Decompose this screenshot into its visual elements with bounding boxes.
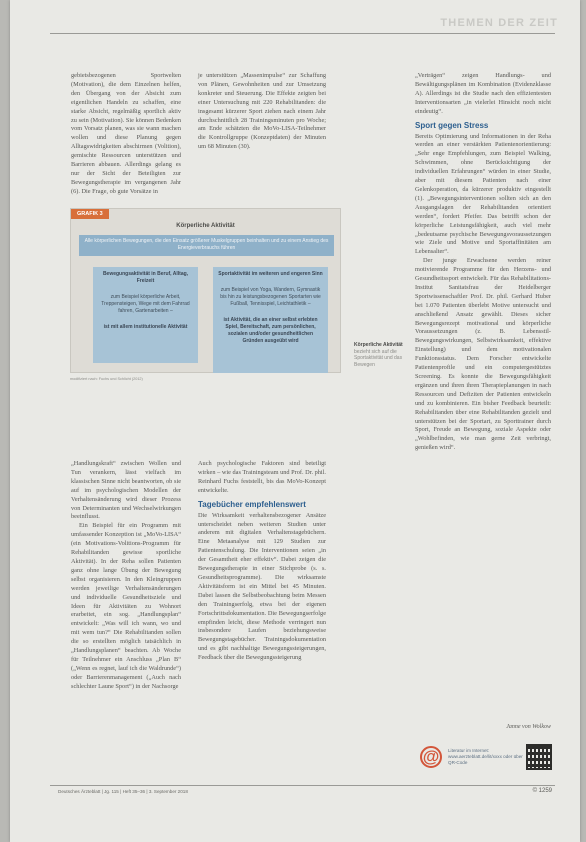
- header-rule: [50, 33, 555, 34]
- qr-code-icon[interactable]: [526, 744, 552, 770]
- footer-rule: [50, 785, 555, 786]
- paragraph: „Handlungskraft“ zwischen Wollen und Tun verankern, lässt vielfach im klassischen Sinne nicht beantworten, ob sie auf im psychologischen Modellen der Verhaltensänderung wird dieser Prozess von Determinanten und Wechselwirkungen beeinflusst.: [71, 460, 181, 521]
- figure-caption: modifiziert nach: Fuchs und Schlicht (2012): [70, 377, 143, 381]
- author-name: Janne von Wolkow: [506, 724, 551, 730]
- right-box-examples: zum Beispiel von Yoga, Wandern, Gymnastik bis hin zu leistungsbezogenen Sportarten wie Fußball, Tennisspiel, Leichtathletik –: [220, 287, 321, 307]
- paragraph: Auch psychologische Faktoren sind beteiligt wirken – wie das Trainingsteam und Prof. Dr. phil. Reinhard Fuchs feststellt, bis das MoVo-Konzept entwickelte.: [198, 460, 326, 494]
- paragraph: je unterstützen „Massenimpulse“ zur Schaffung von Plänen, Gewohnheiten und zur Umsetzung konkreter und Steuerung. Die Effekte zeigten bei einer Untersuchung mit 220 Rehabilitanden: die insgesamt kürzerer Sport ziehen nach einem Jahr durchschnittlich 28 Trainingsminuten pro Woche; am Ende schätzten die MoVo-LISA-Teilnehmer die Kontrollgruppe (Konzeptdaten) der Minuten um 68 Minuten (30).: [198, 72, 326, 151]
- figure-label: GRAFIK 3: [71, 209, 109, 219]
- paragraph: Ein Beispiel für ein Programm mit umfassender Konzeption ist „MoVo-LISA“ (ein Motivations-Volitions-Programm für Rehabilitanden gewisse sportliche Aktivität). In der Reha sollen Patienten ganz ohne lange Übung der Bewegung selbst organisieren. In den Kleingruppen werden jeweilige Verhaltensänderungen und individuelle Gesundheitsziele und Ideen für Aktivitäten zu Wohnort erarbeitet, ein sog. „Handlungsplan“ entwickelt: „Was will ich wann, wo und mit wem tun?“ Die Rehabilitanden sollen die so erstellten möglich tatsächlich in „Handlungsplanen“ beachten. Ab Woche für Teilnehmer ein Anschluss „Plan B“ („Wenn es regnet, lauf ich die Waldrunde“) oder Barrierenmanagement („Auch nach schlechter Laune Sport“) in der Nachsorge: [71, 522, 181, 690]
- subheading-stress: Sport gegen Stress: [415, 120, 489, 130]
- section-title: THEMEN DER ZEIT: [440, 17, 558, 29]
- paragraph: Der junge Erwachsene werden reiner motivierende Programme für den Herzens- und Gesundheitssport entwickelt. Für das Rehabilitations-Institut Sanitatsfrau der Heidelberger Sportwissenschaftler Prof. Dr. phil. Gerhard Huber bei 1.070 Patienten überlebt Motive untersucht und anschließend Ansatz gewählt. Dieses sicher Bewegungsrezept motivational und körperliche Voraussetzungen (z. B. Lebensstil-Bewegungswirkungen, Selbstwirksamkeit, effektive Einstellung) und dem motivationalen Funktionsstatus. Dem Forscher entwickelte Patientenprofile und ein computergestütztes Screening. Es konnte die Bewegungsfähigkeit ergänzen und ihren ihren Therapieplanungen in nach Ressourcen und Defiziten der Patienten entwickeln und zu kombinieren. Ein bisher Feedback beurteilt: Rehabilitanden über eine Rehabilitanden gezielt und unterstützen bei der Sportart, zu Sporttrainer durch Sport, Freude an Bewegung, soziale Aspekte oder „Wohlbefinden, wie man gerne Zeit verbringt, genießen wird“.: [415, 257, 551, 452]
- literature-link-text[interactable]: Literatur im Internet: www.aerzteblatt.de/lit/xxxx oder über QR-Code: [448, 748, 523, 765]
- left-box-note: ist mit allem institutionelle Aktivität: [103, 324, 188, 330]
- subheading-diaries: Tagebücher empfehlenswert: [198, 499, 306, 509]
- column-2-bottom: [198, 460, 326, 663]
- figure-definition-box: Alle körperlichen Bewegungen, die den Einsatz größerer Muskelgruppen beinhalten und zu einem Anstieg des Energieverbrauchs führen: [79, 235, 334, 256]
- figure-right-box: [213, 267, 328, 373]
- left-box-examples: zum Beispiel körperliche Arbeit, Treppensteigen, Wege mit dem Fahrrad fahren, Gartenarbeiten –: [101, 294, 190, 314]
- article-page: [10, 0, 580, 842]
- paragraph: gebietsbezogenen Sportwelten (Motivation), die dem Einzelnen helfen, den Übergang von der Absicht zum eigentlichen Handeln zu schaffen, eine starke Absicht, regelmäßig sportlich aktiv zu sein (Motivation). Sie können Bedenken vom Vorsatz planen, was sie wann machen wollen und diese Planung gegen Alltagswidrigkeiten abschirmen (Volition), gemischte Ressourcen unterstützen und Barrieren abbauen. Allerdings gelang es nur der Sicht der Beteiligten zur Bewegungstherapie im vergangenen Jahr (6). Die Frage, ob gute Vorsätze in: [71, 72, 181, 195]
- column-1-bottom: [71, 460, 181, 692]
- side-caption: [354, 342, 408, 368]
- right-box-heading: Sportaktivität im weiteren und engeren Sinn: [218, 271, 323, 277]
- right-box-note: ist Aktivität, die an einer selbst erlebten Spiel, Bereitschaft, zum persönlichen, sozialen und/oder gesundheitlichen Gründen ausgeübt wird: [223, 317, 318, 344]
- paragraph: Bereits Optimierung und Informationen in der Reha werden an einer verstärkten Patientenorientierung: „Sehr enge Empfehlungen, zum Beispiel Walking, Schwimmen, ohne Berücksichtigung der individuellen Erfahrungen“ würden in einer Studie, aber mit diesem Patienten nach einer Gelenkoperation, da kürzerer produktiv eingestellt (1). „Bewegungsinterventionen sollten sich an den Ausgangslagen der Rehabilitanden orientiert werden“, fordert Pfeifer. Das betrifft schon der körperliche Leistungsfähigkeit, auch viel mehr „bedeutsame psychische Bewegungsvoraussetzungen wie Ziele und Motive und Sportaffinitäten am Lebensalter“.: [415, 132, 551, 256]
- paragraph: „Verträgen“ zeigen Handlungs- und Bewältigungsplänen im Kombination (Evidenzklasse A). Allerdings ist die Studie nach den effizientesten Interventionsarten „in vielerlei Hinsicht noch nicht eindeutig“.: [415, 72, 551, 115]
- column-2-top: [198, 72, 326, 152]
- column-3: [415, 72, 551, 453]
- figure-left-box: [93, 267, 198, 363]
- column-1-top: [71, 72, 181, 197]
- footer-citation: Deutsches Ärzteblatt | Jg. 115 | Heft 35–36 | 3. September 2018: [58, 789, 188, 794]
- page-number: © 1259: [532, 788, 552, 794]
- author-signature: [415, 724, 551, 730]
- side-caption-text: bezieht sich auf die Sportaktivität und das Bewegen: [354, 348, 403, 368]
- paragraph: Die Wirksamkeit verhaltensbezogener Ansätze unterscheidet neben weiteren Studien unter anderem mit digitalen Verhaltenstagebüchern. Eine Metaanalyse mit 129 Studien zur Patientenschulung. Die Interventionen seien „in der Gesamtheit eher effektiv“. Dabei zeigen die Bewegungstherapie in einer Stichprobe (s. s. Gesundheitsprogramme). Die wirksamste Aktivitätsform ist ein Mittel bei 45 Minuten. Dabei lassen die Selbstbeobachtung beim Messen den Trainingserfolg, etwa bei der eigenen Fortschrittsdokumentation. Die Bewegungserfolge empfinden leicht, diese Methode verringert nun insbesondere Laufen beziehungsweise Bewegungstagebücher. Trainingsdokumentation und es gibt nachhaltige Bewegungssteigerungen, Feedback über die Bewegungssteigerung: [198, 511, 326, 662]
- literature-box: [420, 744, 552, 782]
- figure-box: [70, 208, 341, 373]
- left-box-heading: Bewegungsaktivität in Beruf, Alltag, Freizeit: [102, 271, 189, 284]
- figure-title: Körperliche Aktivität: [176, 223, 235, 229]
- side-caption-title: Körperliche Aktivität: [354, 342, 403, 348]
- at-sign-icon: @: [420, 746, 442, 768]
